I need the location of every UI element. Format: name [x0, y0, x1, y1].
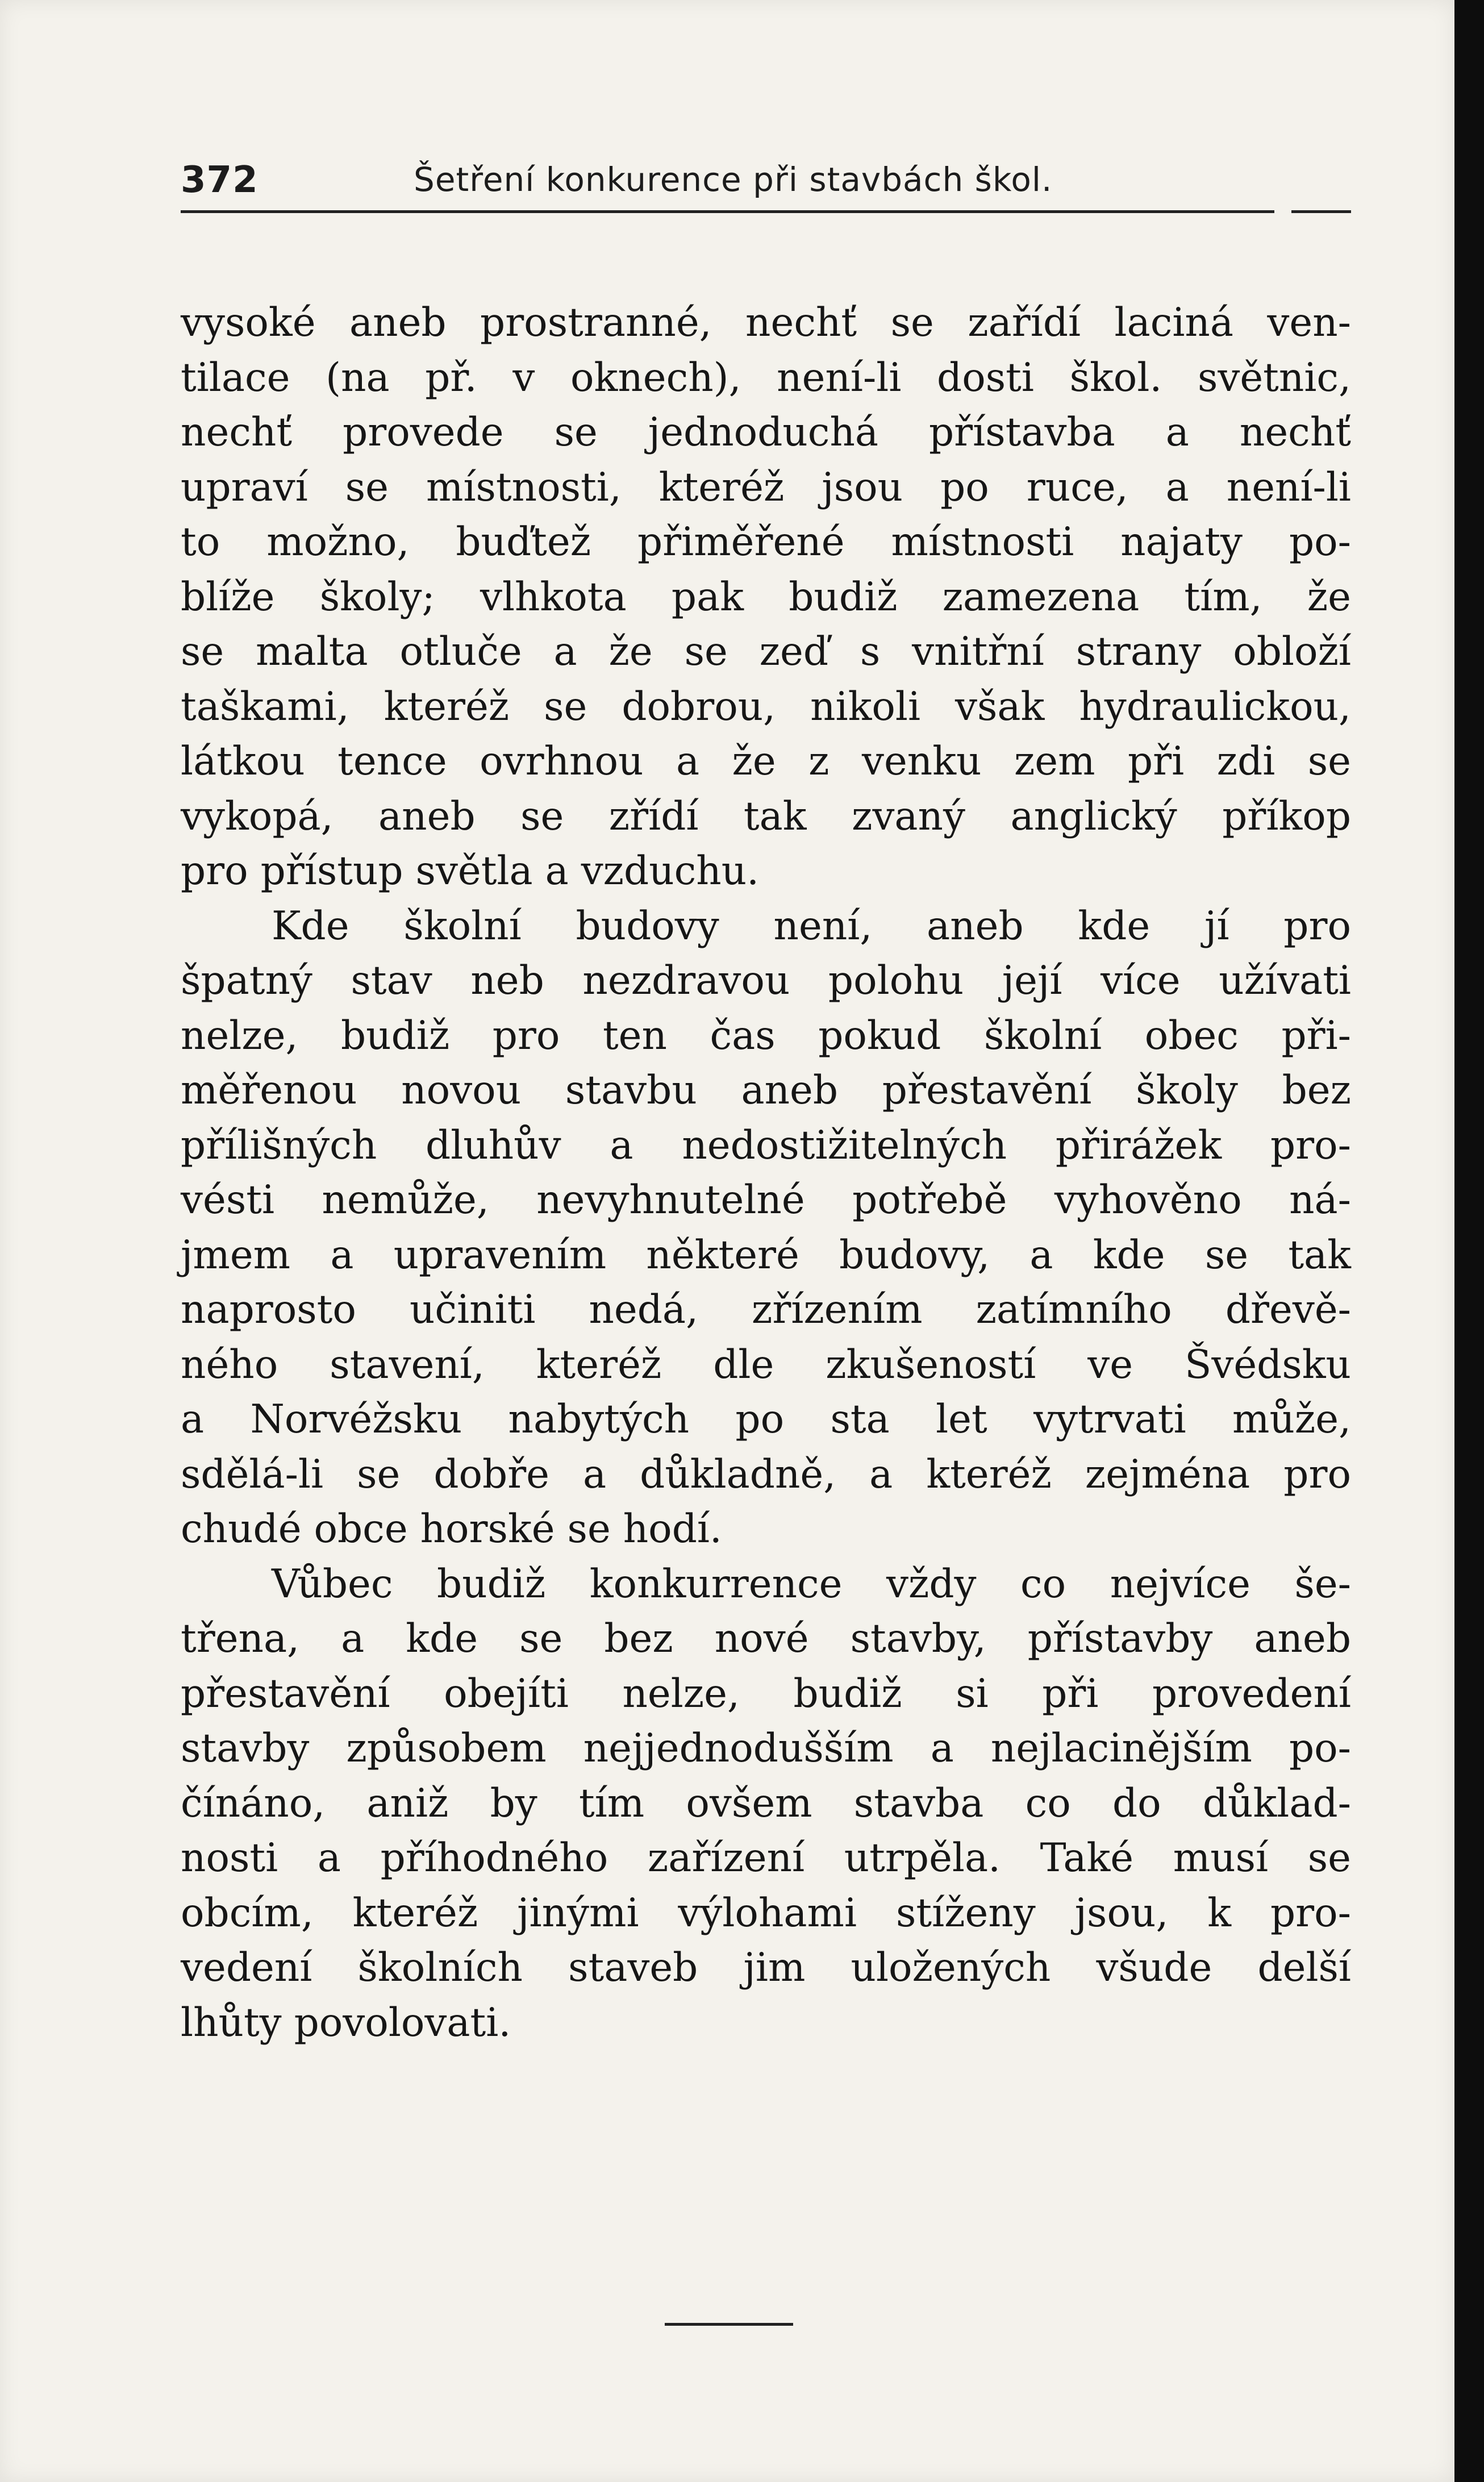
text-line: přestavění obejíti nelze, budiž si při provedení — [181, 1671, 1351, 1717]
header-rule-gap — [1274, 208, 1291, 215]
text-line: to možno, buďtež přiměřené místnosti najaty po- — [181, 519, 1351, 565]
body-text — [181, 295, 1351, 2050]
text-line: třena, a kde se bez nové stavby, přístavby aneb — [181, 1616, 1351, 1661]
text-line: upraví se místnosti, kteréž jsou po ruce, a není-li — [181, 464, 1351, 510]
text-line: a Norvéžsku nabytých po sta let vytrvati může, — [181, 1397, 1351, 1442]
text-line: se malta otluče a že se zeď s vnitřní strany obloží — [181, 629, 1351, 674]
text-line: vésti nemůže, nevyhnutelné potřebě vyhověno ná- — [181, 1177, 1351, 1223]
text-line: látkou tence ovrhnou a že z venku zem při zdi se — [181, 739, 1351, 784]
text-line: vedení školních staveb jim uložených všude delší — [181, 1945, 1351, 1990]
text-line: naprosto učiniti nedá, zřízením zatímního dřevě- — [181, 1287, 1351, 1332]
text-line: ného stavení, kteréž dle zkušeností ve Švédsku — [181, 1342, 1351, 1388]
text-line: vykopá, aneb se zřídí tak zvaný anglický příkop — [181, 793, 1351, 839]
running-head: Šetření konkurence při stavbách škol. — [414, 160, 1053, 199]
text-line: měřenou novou stavbu aneb přestavění školy bez — [181, 1068, 1351, 1113]
text-line: nelze, budiž pro ten čas pokud školní obec při- — [181, 1013, 1351, 1059]
paragraph-start-line: Vůbec budiž konkurrence vždy co nejvíce še- — [272, 1561, 1351, 1607]
text-line: obcím, kteréž jinými výlohami stíženy jsou, k pro- — [181, 1890, 1351, 1936]
text-line: nosti a příhodného zařízení utrpěla. Také musí se — [181, 1835, 1351, 1881]
text-line: chudé obce horské se hodí. — [181, 1506, 722, 1552]
text-line: stavby způsobem nejjednodušším a nejlacinějším po- — [181, 1726, 1351, 1771]
page-header — [181, 142, 1351, 216]
text-line: jmem a upravením některé budovy, a kde se tak — [181, 1232, 1351, 1278]
text-line: taškami, kteréž se dobrou, nikoli však hydraulickou, — [181, 684, 1351, 730]
text-line: lhůty povolovati. — [181, 2000, 511, 2046]
page-number: 372 — [181, 159, 259, 201]
header-rule — [181, 210, 1351, 213]
paragraph-start-line: Kde školní budovy není, aneb kde jí pro — [272, 903, 1351, 949]
end-rule — [665, 2323, 793, 2326]
scan-border — [1454, 0, 1484, 2482]
text-line: tilace (na př. v oknech), není-li dosti škol. světnic, — [181, 355, 1351, 401]
text-line: špatný stav neb nezdravou polohu její více užívati — [181, 958, 1351, 1003]
text-line: čínáno, aniž by tím ovšem stavba co do důklad- — [181, 1780, 1351, 1826]
text-line: pro přístup světla a vzduchu. — [181, 848, 760, 894]
text-line: nechť provede se jednoduchá přístavba a nechť — [181, 410, 1351, 455]
text-line: blíže školy; vlhkota pak budiž zamezena tím, že — [181, 574, 1351, 620]
text-line: sdělá-li se dobře a důkladně, a kteréž zejména pro — [181, 1451, 1351, 1497]
text-line: vysoké aneb prostranné, nechť se zařídí laciná ven- — [181, 300, 1351, 345]
text-line: přílišných dluhův a nedostižitelných přirážek pro- — [181, 1122, 1351, 1168]
